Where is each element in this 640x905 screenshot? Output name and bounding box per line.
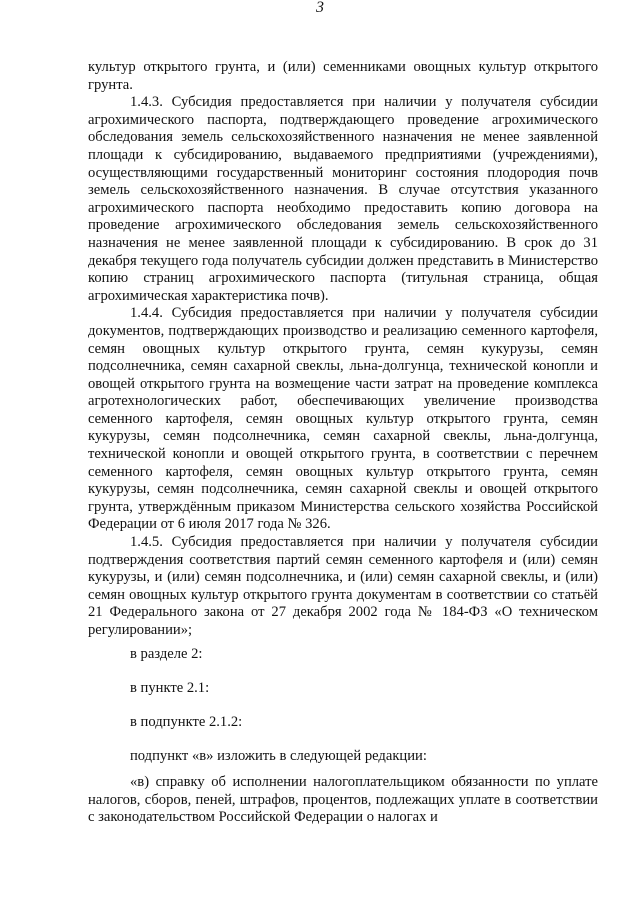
- instruction-point-2-1: в пункте 2.1:: [130, 680, 210, 696]
- paragraph-1-4-5: 1.4.5. Субсидия предоставляется при наличии у получателя субсидии подтверждения соответствия партий семян семенного картофеля и (или) семян кукурузы, и (или) семян подсолнечника, и (или) семян сахарной свеклы, и (или) семян овощных культур открытого грунта документам в соответствии со статьёй 21 Федерального закона от 27 декабря 2002 года № 184-ФЗ «О техническом регулировании»;: [88, 534, 598, 638]
- paragraph-1-4-4: 1.4.4. Субсидия предоставляется при наличии у получателя субсидии документов, подтверждающих производство и реализацию семенного картофеля, семян овощных культур открытого грунта, семян кукурузы, семян подсолнечника, семян сахарной свеклы, льна-долгунца, технической конопли и овощей открытого грунта на возмещение части затрат на проведение комплекса агротехнологических работ, обеспечивающих увеличение производства семенного картофеля, семян овощных культур открытого грунта, семян кукурузы, семян подсолнечника, семян сахарной свеклы, льна-долгунца, технической конопли и овощей открытого грунта, в соответствии с перечнем семенного картофеля, семян овощных культур открытого грунта, семян кукурузы, семян подсолнечника, семян сахарной свеклы и овощей открытого грунта, утверждённым приказом Министерства сельского хозяйства Российской Федерации от 6 июля 2017 года № 326.: [88, 305, 598, 533]
- document-body: [88, 59, 598, 640]
- page-number: 3: [316, 0, 324, 16]
- instruction-subpoint-v: подпункт «в» изложить в следующей редакции:: [130, 748, 427, 764]
- instruction-section-2: в разделе 2:: [130, 646, 203, 662]
- paragraph-1-4-3: 1.4.3. Субсидия предоставляется при наличии у получателя субсидии агрохимического паспорта, подтверждающего проведение агрохимического обследования земель сельскохозяйственного назначения не менее заявленной площади к субсидированию, выдаваемого предприятиями (учреждениями), осуществляющими государственный мониторинг состояния плодородия почв земель сельскохозяйственного назначения. В случае отсутствия указанного агрохимического паспорта необходимо предоставить копию договора на проведение агрохимического обследования земель сельскохозяйственного назначения не менее заявленной площади к субсидированию. В срок до 31 декабря текущего года получатель субсидии должен представить в Министерство копию страниц агрохимического паспорта (титульная страница, общая агрохимическая характеристика почв).: [88, 94, 598, 304]
- paragraph-continuation: культур открытого грунта, и (или) семенниками овощных культур открытого грунта.: [88, 59, 598, 93]
- paragraph-amended-v: «в) справку об исполнении налогоплательщиком обязанности по уплате налогов, сборов, пеней, штрафов, процентов, подлежащих уплате в соответствии с законодательством Российской Федерации о налогах и: [88, 774, 598, 826]
- instruction-subpoint-2-1-2: в подпункте 2.1.2:: [130, 714, 243, 730]
